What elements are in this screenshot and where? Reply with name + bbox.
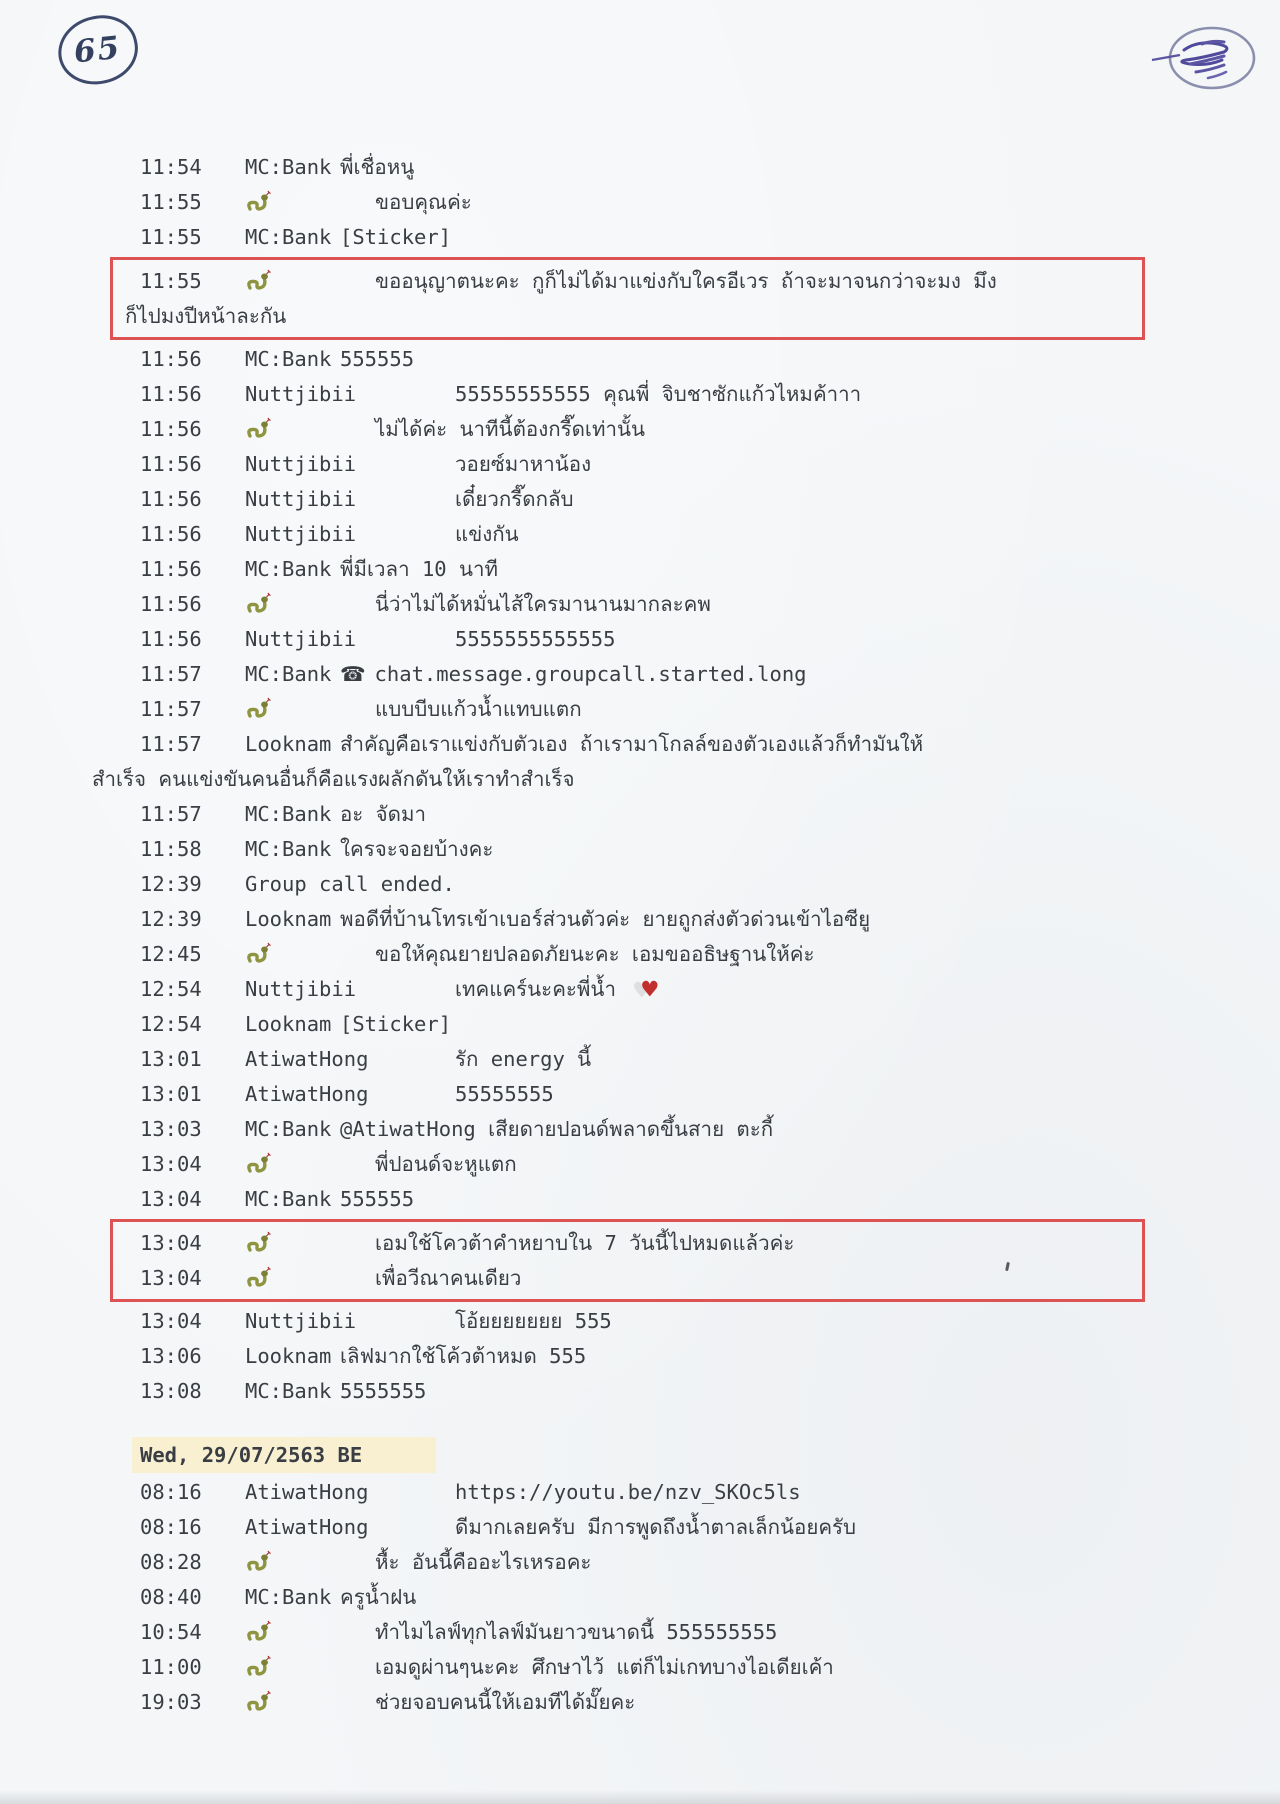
sender-name: MC:Bank bbox=[245, 155, 332, 179]
chat-line bbox=[0, 622, 1280, 657]
message-text: เอมดูผ่านๆนะคะ ศึกษาไว้ แต่ก็ไม่เกทบางไอเดียเค้า bbox=[375, 1655, 834, 1679]
chat-line bbox=[0, 692, 1280, 727]
snake-emoji-icon bbox=[245, 1690, 271, 1712]
message-text: เอมใช้โควต้าคำหยาบใน 7 วันนี้ไปหมดแล้วค่ะ bbox=[375, 1231, 795, 1255]
chat-line bbox=[0, 1147, 1280, 1182]
sender-name: MC:Bank bbox=[245, 837, 332, 861]
chat-line bbox=[0, 1685, 1280, 1720]
chat-line bbox=[0, 797, 1280, 832]
chat-line bbox=[0, 1545, 1280, 1580]
snake-emoji-icon bbox=[245, 942, 271, 964]
sender-name: Nuttjibii bbox=[245, 487, 357, 511]
timestamp: 12:39 bbox=[140, 907, 202, 931]
chat-line-continuation bbox=[0, 762, 1280, 797]
sender-name: AtiwatHong bbox=[245, 1047, 369, 1071]
chat-line bbox=[113, 1226, 1142, 1261]
chat-line bbox=[0, 972, 1280, 1007]
message-text: 55555555555 คุณพี่ จิบชาซักแก้วไหมค้าาา bbox=[455, 382, 862, 406]
sender-name: MC:Bank bbox=[245, 1379, 332, 1403]
timestamp: 11:55 bbox=[140, 190, 202, 214]
sender-name: Nuttjibii bbox=[245, 627, 357, 651]
timestamp: 13:04 bbox=[140, 1266, 202, 1290]
chat-line bbox=[0, 1077, 1280, 1112]
handwritten-page-number-circle bbox=[52, 8, 144, 91]
sender-name: Looknam bbox=[245, 732, 332, 756]
timestamp: 08:16 bbox=[140, 1480, 202, 1504]
message-text: ☎ chat.message.groupcall.started.long bbox=[340, 662, 807, 686]
timestamp: 08:40 bbox=[140, 1585, 202, 1609]
timestamp: 11:56 bbox=[140, 417, 202, 441]
snake-emoji-icon bbox=[245, 269, 271, 291]
date-header-label: Wed, 29/07/2563 BE bbox=[136, 1441, 372, 1469]
snake-emoji-sender bbox=[245, 1147, 375, 1182]
message-text: [Sticker] bbox=[340, 1012, 452, 1036]
message-text: ทำไมไลฟ์ทุกไลฟ์มันยาวขนาดนี้ 555555555 bbox=[375, 1620, 778, 1644]
message-text: @AtiwatHong เสียดายปอนด์พลาดขึ้นสาย ตะกี้ bbox=[340, 1117, 774, 1141]
timestamp: 11:56 bbox=[140, 557, 202, 581]
chat-line bbox=[0, 1339, 1280, 1374]
message-text: พี่เชื่อหนู bbox=[340, 155, 415, 179]
message-text: เดี๋ยวกรี๊ดกลับ bbox=[455, 487, 574, 511]
message-text: สำคัญคือเราแข่งกับตัวเอง ถ้าเรามาโกลล์ของตัวเองแล้วก็ทำมันให้ bbox=[340, 732, 924, 756]
section-gap bbox=[0, 1409, 1280, 1435]
chat-line bbox=[0, 150, 1280, 185]
message-text: ก็ไปมงปีหน้าละกัน bbox=[125, 304, 287, 328]
sender-name: AtiwatHong bbox=[245, 1515, 369, 1539]
timestamp: 11:56 bbox=[140, 347, 202, 371]
message-text: พี่มีเวลา 10 นาที bbox=[340, 557, 499, 581]
chat-line bbox=[0, 342, 1280, 377]
snake-emoji-icon bbox=[245, 592, 271, 614]
timestamp: 11:56 bbox=[140, 627, 202, 651]
message-text: ช่วยจอบคนนี้ให้เอมทีได้มั๊ยคะ bbox=[375, 1690, 636, 1714]
timestamp: 11:54 bbox=[140, 155, 202, 179]
timestamp: 12:54 bbox=[140, 977, 202, 1001]
timestamp: 11:55 bbox=[140, 225, 202, 249]
timestamp: 13:04 bbox=[140, 1309, 202, 1333]
chat-line bbox=[0, 220, 1280, 255]
timestamp: 12:54 bbox=[140, 1012, 202, 1036]
timestamp: 11:56 bbox=[140, 592, 202, 616]
snake-emoji-sender bbox=[245, 937, 375, 972]
chat-line bbox=[0, 727, 1280, 762]
timestamp: 11:56 bbox=[140, 487, 202, 511]
chat-line bbox=[0, 1475, 1280, 1510]
chat-line-continuation bbox=[113, 299, 1142, 334]
message-text: ไม่ได้ค่ะ นาทีนี้ต้องกรี๊ดเท่านั้น bbox=[375, 417, 645, 441]
scan-edge-shadow bbox=[0, 1790, 1280, 1804]
red-annotation-box bbox=[110, 257, 1145, 340]
chat-line bbox=[0, 902, 1280, 937]
signature-stamp-icon bbox=[1150, 20, 1258, 100]
message-text: ครูน้ำฝน bbox=[340, 1585, 417, 1609]
timestamp: 08:16 bbox=[140, 1515, 202, 1539]
sender-name: AtiwatHong bbox=[245, 1082, 369, 1106]
message-text: อะ จัดมา bbox=[340, 802, 427, 826]
snake-emoji-sender bbox=[245, 412, 375, 447]
timestamp: 10:54 bbox=[140, 1620, 202, 1644]
sender-name: Nuttjibii bbox=[245, 522, 357, 546]
date-header bbox=[0, 1435, 1280, 1475]
snake-emoji-sender bbox=[245, 1685, 375, 1720]
snake-emoji-sender bbox=[245, 1650, 375, 1685]
message-text: รัก energy นี้ bbox=[455, 1047, 592, 1071]
chat-line bbox=[0, 937, 1280, 972]
message-text: 555555 bbox=[340, 1187, 415, 1211]
timestamp: 11:57 bbox=[140, 697, 202, 721]
chat-line bbox=[0, 1510, 1280, 1545]
timestamp: 11:56 bbox=[140, 522, 202, 546]
chat-line bbox=[0, 552, 1280, 587]
snake-emoji-icon bbox=[245, 697, 271, 719]
message-text: วอยซ์มาหาน้อง bbox=[455, 452, 592, 476]
message-text: โอ้ยยยยยยย 555 bbox=[455, 1309, 612, 1333]
timestamp: 11:57 bbox=[140, 802, 202, 826]
sender-name: Looknam bbox=[245, 907, 332, 931]
timestamp: 13:01 bbox=[140, 1047, 202, 1071]
message-text: 5555555555555 bbox=[455, 627, 616, 651]
snake-emoji-sender bbox=[245, 1261, 375, 1296]
message-text: เพื่อวีณาคนเดียว bbox=[375, 1266, 522, 1290]
chat-line bbox=[0, 482, 1280, 517]
snake-emoji-icon bbox=[245, 417, 271, 439]
chat-line bbox=[0, 185, 1280, 220]
chat-line bbox=[0, 1007, 1280, 1042]
snake-emoji-sender bbox=[245, 1226, 375, 1261]
chat-line bbox=[113, 1261, 1142, 1296]
timestamp: 19:03 bbox=[140, 1690, 202, 1714]
chat-line bbox=[0, 412, 1280, 447]
snake-emoji-sender bbox=[245, 264, 375, 299]
chat-line bbox=[0, 1650, 1280, 1685]
chat-line bbox=[0, 377, 1280, 412]
chat-line bbox=[0, 1304, 1280, 1339]
timestamp: 11:55 bbox=[140, 269, 202, 293]
sender-name: MC:Bank bbox=[245, 1187, 332, 1211]
message-text: นี่ว่าไม่ได้หมั่นไส้ใครมานานมากละคพ bbox=[375, 592, 711, 616]
chat-line bbox=[0, 657, 1280, 692]
sender-name: MC:Bank bbox=[245, 802, 332, 826]
chat-line bbox=[0, 1615, 1280, 1650]
sender-name: Nuttjibii bbox=[245, 382, 357, 406]
message-text: ดีมากเลยครับ มีการพูดถึงน้ำตาลเล็กน้อยครับ bbox=[455, 1515, 857, 1539]
snake-emoji-sender bbox=[245, 1615, 375, 1650]
timestamp: 12:39 bbox=[140, 872, 202, 896]
chat-line bbox=[113, 264, 1142, 299]
message-text: หื้ะ อันนี้คืออะไรเหรอคะ bbox=[375, 1550, 592, 1574]
sender-name: MC:Bank bbox=[245, 1585, 332, 1609]
snake-emoji-sender bbox=[245, 185, 375, 220]
sender-name: Looknam bbox=[245, 1012, 332, 1036]
timestamp: 11:57 bbox=[140, 732, 202, 756]
snake-emoji-icon bbox=[245, 1266, 271, 1288]
timestamp: 13:03 bbox=[140, 1117, 202, 1141]
sender-name: Nuttjibii bbox=[245, 452, 357, 476]
timestamp: 11:56 bbox=[140, 382, 202, 406]
chat-line bbox=[0, 1374, 1280, 1409]
message-text: 55555555 bbox=[455, 1082, 554, 1106]
chat-line bbox=[0, 587, 1280, 622]
snake-emoji-icon bbox=[245, 1231, 271, 1253]
message-text: เลิฟมากใช้โค้วต้าหมด 555 bbox=[340, 1344, 587, 1368]
snake-emoji-icon bbox=[245, 1620, 271, 1642]
sender-name: Nuttjibii bbox=[245, 1309, 357, 1333]
message-text: พี่ปอนด์จะหูแตก bbox=[375, 1152, 517, 1176]
timestamp: 13:04 bbox=[140, 1152, 202, 1176]
page-number: 65 bbox=[72, 29, 124, 71]
chat-line bbox=[0, 1112, 1280, 1147]
sender-name: Nuttjibii bbox=[245, 977, 357, 1001]
timestamp: 13:01 bbox=[140, 1082, 202, 1106]
timestamp: 13:04 bbox=[140, 1187, 202, 1211]
chat-line bbox=[0, 517, 1280, 552]
red-annotation-box bbox=[110, 1219, 1145, 1302]
timestamp: 11:00 bbox=[140, 1655, 202, 1679]
snake-emoji-sender bbox=[245, 587, 375, 622]
message-text: พอดีที่บ้านโทรเข้าเบอร์ส่วนตัวค่ะ ยายถูกส่งตัวด่วนเข้าไอซียู bbox=[340, 907, 871, 931]
snake-emoji-icon bbox=[245, 1655, 271, 1677]
message-text: ขอให้คุณยายปลอดภัยนะคะ เอมขออธิษฐานให้ค่ะ bbox=[375, 942, 815, 966]
snake-emoji-icon bbox=[245, 1152, 271, 1174]
sender-name: MC:Bank bbox=[245, 1117, 332, 1141]
timestamp: 08:28 bbox=[140, 1550, 202, 1574]
timestamp: 12:45 bbox=[140, 942, 202, 966]
message-text: แบบบีบแก้วน้ำแทบแตก bbox=[375, 697, 582, 721]
timestamp: 13:08 bbox=[140, 1379, 202, 1403]
sender-name: AtiwatHong bbox=[245, 1480, 369, 1504]
message-text: Group call ended. bbox=[245, 872, 455, 896]
chat-log bbox=[0, 150, 1280, 1720]
timestamp: 13:04 bbox=[140, 1231, 202, 1255]
red-heart-icon: ♥ bbox=[641, 975, 658, 1005]
timestamp: 11:58 bbox=[140, 837, 202, 861]
message-text: สำเร็จ คนแข่งขันคนอื่นก็คือแรงผลักดันให้เราทำสำเร็จ bbox=[92, 767, 575, 791]
sender-name: MC:Bank bbox=[245, 225, 332, 249]
timestamp: 11:56 bbox=[140, 452, 202, 476]
snake-emoji-sender bbox=[245, 692, 375, 727]
message-text: https://youtu.be/nzv_SKOc5ls bbox=[455, 1480, 801, 1504]
sender-name: MC:Bank bbox=[245, 557, 332, 581]
message-text: 555555 bbox=[340, 347, 415, 371]
snake-emoji-icon bbox=[245, 190, 271, 212]
sender-name: MC:Bank bbox=[245, 662, 332, 686]
chat-line bbox=[0, 1182, 1280, 1217]
message-text: ใครจะจอยบ้างคะ bbox=[340, 837, 494, 861]
message-text: 5555555 bbox=[340, 1379, 427, 1403]
message-text: แข่งกัน bbox=[455, 522, 519, 546]
chat-line bbox=[0, 867, 1280, 902]
message-text: [Sticker] bbox=[340, 225, 452, 249]
chat-line bbox=[0, 832, 1280, 867]
chat-line bbox=[0, 447, 1280, 482]
message-text: ขออนุญาตนะคะ กูก็ไม่ได้มาแข่งกับใครอีเวร ถ้าจะมาจนกว่าจะมง มึง bbox=[375, 269, 997, 293]
sender-name: MC:Bank bbox=[245, 347, 332, 371]
chat-line bbox=[0, 1580, 1280, 1615]
message-text: เทคแคร์นะคะพี่น้ำ ♥ bbox=[455, 975, 658, 1005]
snake-emoji-sender bbox=[245, 1545, 375, 1580]
timestamp: 13:06 bbox=[140, 1344, 202, 1368]
snake-emoji-icon bbox=[245, 1550, 271, 1572]
phone-icon: ☎ bbox=[340, 662, 366, 686]
timestamp: 11:57 bbox=[140, 662, 202, 686]
chat-line bbox=[0, 1042, 1280, 1077]
message-text: ขอบคุณค่ะ bbox=[375, 190, 472, 214]
sender-name: Looknam bbox=[245, 1344, 332, 1368]
